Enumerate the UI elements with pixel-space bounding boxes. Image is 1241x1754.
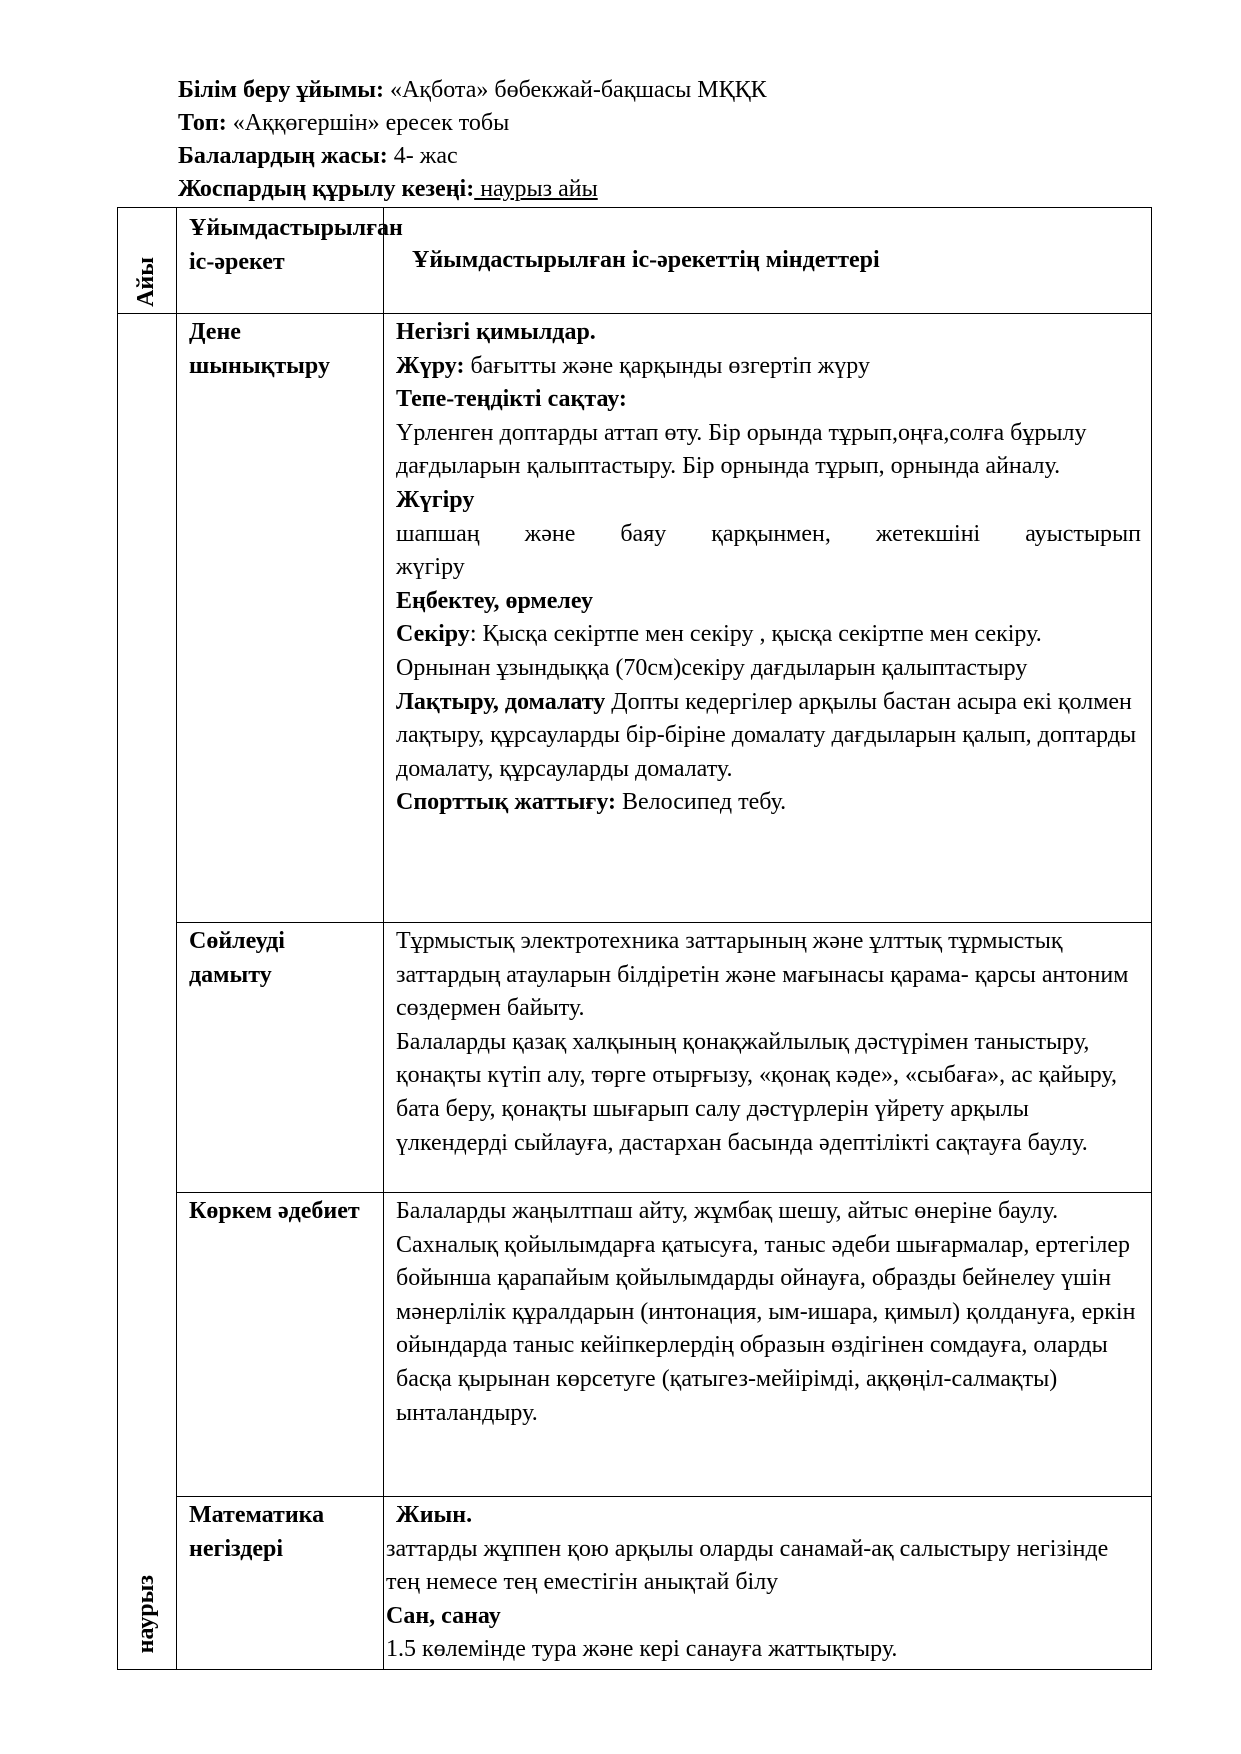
pe-t2-text: бағытты және қарқынды өзгертіп жүру — [464, 352, 870, 379]
org-value: «Ақбота» бөбекжай-бақшасы МҚҚК — [384, 77, 767, 103]
activity-literature: Көркем әдебиет — [177, 1193, 384, 1497]
month-cell — [118, 314, 177, 1670]
pe-t10-label: Спорттық жаттығу: — [396, 789, 617, 816]
tasks-speech — [384, 923, 1152, 1193]
group-value: «Аққөгершін» ересек тобы — [226, 110, 510, 136]
speech-p2: Балаларды қазақ халқының қонақжайлылық дәстүрімен таныстыру, қонақты күтіп алу, төрге отырғызу, «қонақ кәде», «сыбаға», ас қайыру, бата беру, қонақты шығарып салу дәстүрлерін үйрету арқылы үлкендерді сыйлауға, дастархан басында әдептілікті сақтауға баулу. — [396, 1028, 1118, 1156]
math-t1: Жиын. — [396, 1502, 473, 1528]
age-label: Балалардың жасы: — [178, 143, 388, 169]
table-row-pe — [118, 314, 1152, 923]
table-row-math — [118, 1497, 1152, 1670]
header-month-cell — [118, 208, 177, 314]
pe-t9-label: Лақтыру, домалату — [396, 688, 606, 715]
pe-t9-text: Допты кедергілер арқылы бастан асыра екі қолмен лақтыру, құрсауларды бір-біріне домалату дағдыларын қалып, доптарды домалату, құрсауларды домалату. — [396, 688, 1137, 782]
header-month-label: Айы — [133, 257, 160, 307]
pe-t8-text: : Қысқа секіртпе мен секіру , қысқа секіртпе мен секіру. Орнынан ұзындыққа (70см)секіру дағдыларын қалыптастыру — [396, 621, 1042, 681]
header-tasks-label: Ұйымдастырылған іс-әрекеттің міндеттері — [384, 208, 1152, 314]
literature-p2: Сахналық қойылымдарға қатысуға, таныс әдеби шығармалар, ертегілер бойынша қарапайым қойылымдарды ойнауға, образды бейнелеу үшін мәнерлілік құралдарын (интонация, ым-ишара, қимыл) қолдануға, еркін ойындарда таныс кейіпкерлердің образын өздігінен сомдауға, оларды басқа қырынан көрсетуге (қатыгез-мейірімді, аққөңіл-салмақты) ынталандыру. — [396, 1231, 1136, 1426]
header-activity-label: Ұйымдастырылған іс-әрекет — [177, 208, 384, 314]
tasks-literature — [384, 1193, 1152, 1497]
table-header-row — [118, 208, 1152, 314]
activity-speech: Сөйлеуді дамыту — [177, 923, 384, 1193]
plan-table — [117, 207, 1152, 1670]
period-line — [178, 173, 767, 206]
pe-t6a: шапшаң және баяу қарқынмен, жетекшіні ауыстырып — [396, 520, 1141, 547]
period-label: Жоспардың құрылу кезеңі: — [178, 176, 475, 202]
document-header — [178, 74, 767, 206]
pe-t10-text: Велосипед тебу. — [616, 789, 787, 816]
pe-t7: Еңбектеу, өрмелеу — [396, 587, 593, 614]
tasks-math — [384, 1497, 1152, 1670]
math-t4: 1.5 көлемінде тура және кері санауға жаттықтыру. — [386, 1636, 898, 1663]
speech-p1: Тұрмыстық электротехника заттарының және ұлттық тұрмыстық заттардың атауларын білдіретін және мағынасы қарама- қарсы антоним сөздермен байыту. — [396, 928, 1129, 1022]
pe-t4: Үрленген доптарды аттап өту. Бір орында тұрып,оңға,солға бұрылу дағдыларын қалыптастыру. Бір орнында тұрып, орнында айналу. — [396, 419, 1087, 480]
activity-pe: Дене шынықтыру — [177, 314, 384, 923]
table-row-speech — [118, 923, 1152, 1193]
age-line — [178, 140, 767, 173]
org-line — [178, 74, 767, 107]
org-label: Білім беру ұйымы: — [178, 77, 385, 103]
activity-math: Математика негіздері — [177, 1497, 384, 1670]
month-label: наурыз — [133, 1574, 160, 1653]
tasks-pe — [384, 314, 1152, 923]
math-t3: Сан, санау — [386, 1602, 501, 1629]
group-label: Топ: — [178, 110, 227, 136]
pe-t5: Жүгіру — [396, 486, 475, 513]
period-value: наурыз айы — [474, 176, 598, 202]
age-value: 4- жас — [387, 143, 458, 169]
pe-t1: Негізгі қимылдар. — [396, 319, 596, 345]
pe-t3: Тепе-теңдікті сақтау: — [396, 386, 627, 413]
pe-t2-label: Жүру: — [396, 352, 465, 379]
math-t2: заттарды жұппен қою арқылы оларды санамай-ақ салыстыру негізінде тең немесе тең еместігін анықтай білу — [386, 1535, 1109, 1596]
pe-t6b: жүгіру — [396, 554, 465, 581]
literature-p1: Балаларды жаңылтпаш айту, жұмбақ шешу, айтыс өнеріне баулу. — [396, 1198, 1059, 1224]
table-row-literature — [118, 1193, 1152, 1497]
group-line — [178, 107, 767, 140]
pe-t8-label: Секіру — [396, 621, 470, 648]
